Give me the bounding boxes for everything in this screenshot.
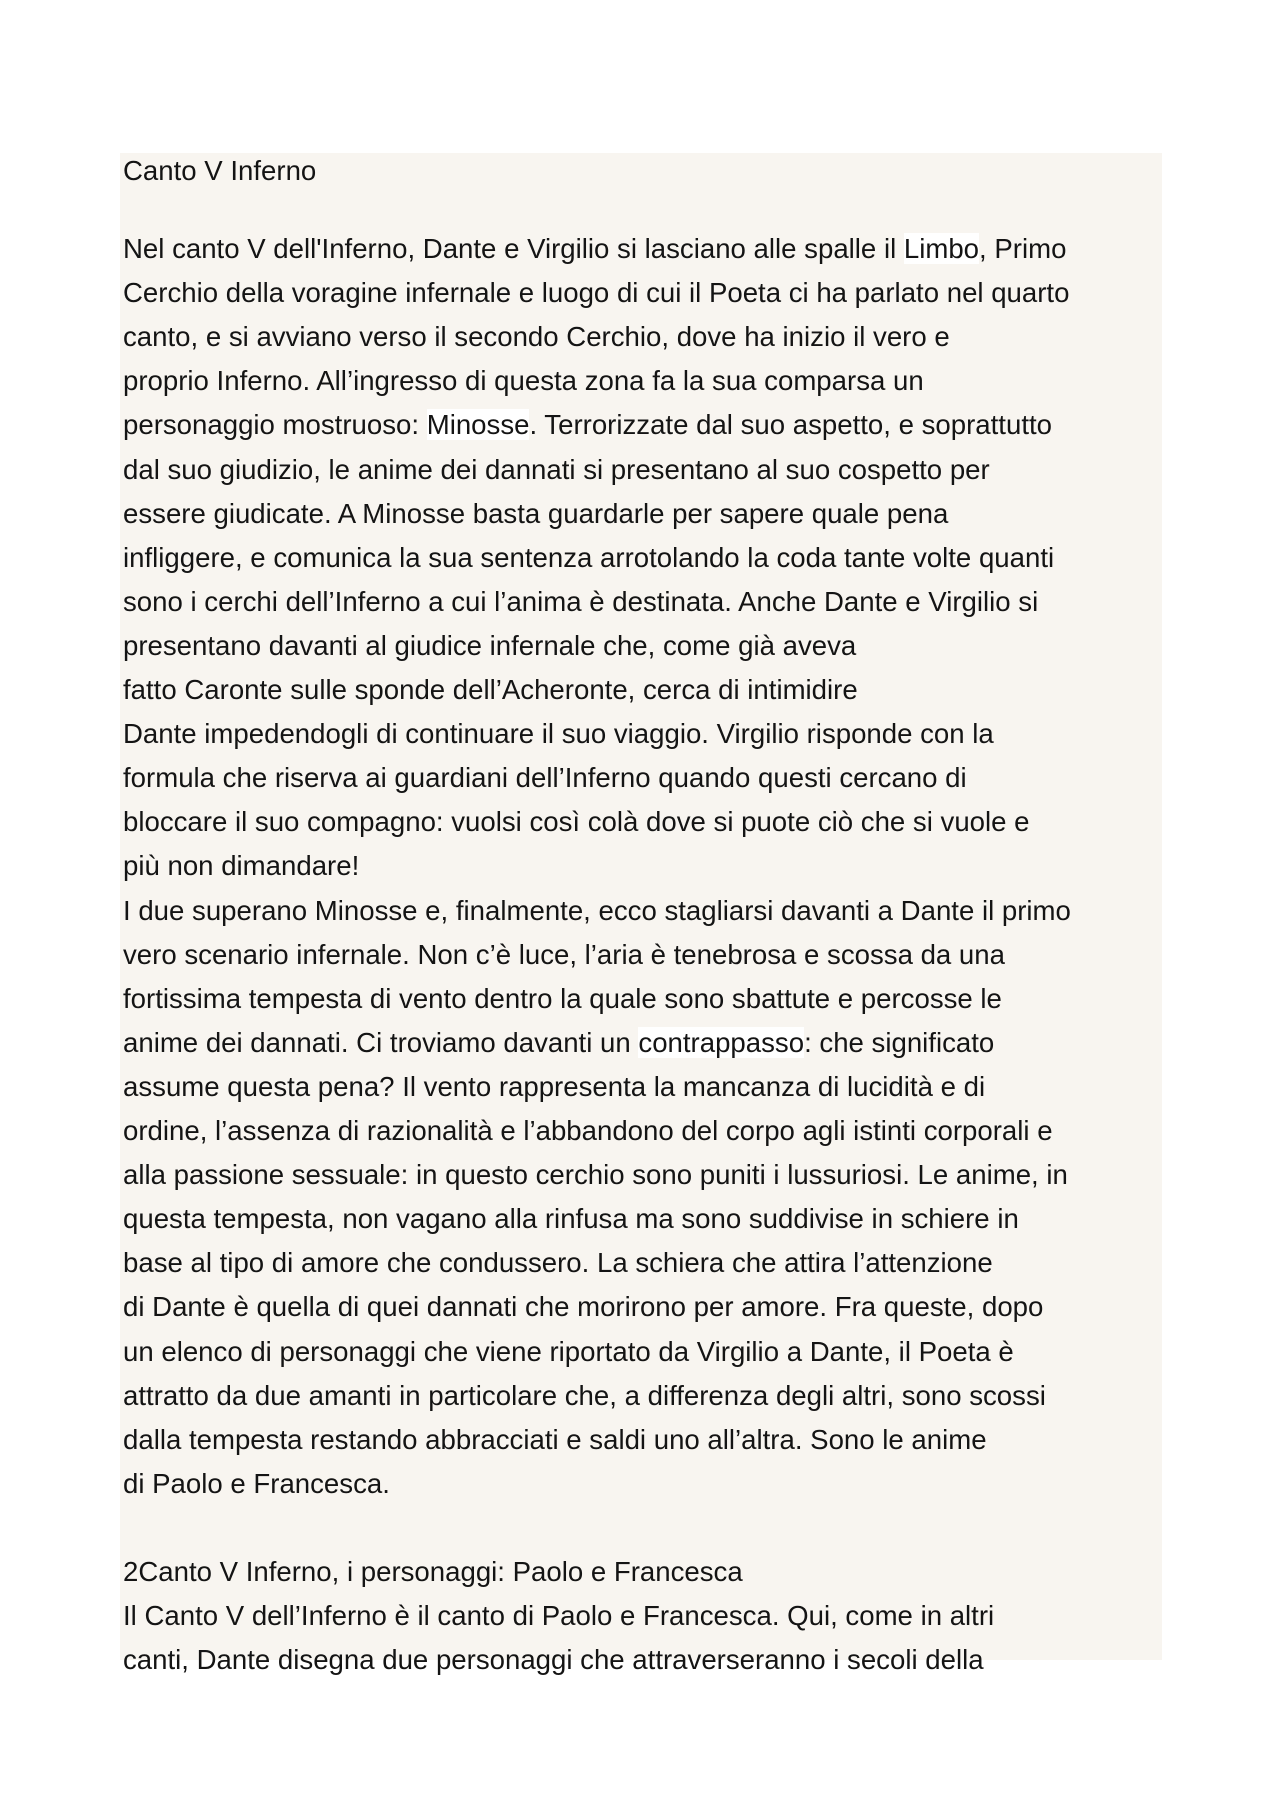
text-line	[123, 1418, 987, 1462]
text-segment: I due superano Minosse e, finalmente, ecco stagliarsi davanti a Dante il primo	[123, 894, 1071, 926]
text-segment: proprio Inferno. All’ingresso di questa zona fa la sua comparsa un	[123, 365, 924, 397]
text-line	[123, 271, 1069, 315]
text-segment: Nel canto V dell'Inferno, Dante e Virgilio si lasciano alle spalle il	[123, 233, 904, 264]
text-segment: infliggere, e comunica la sua sentenza arrotolando la coda tante volte quanti	[123, 541, 1055, 573]
text-line	[123, 1021, 994, 1065]
text-line	[123, 1153, 1068, 1197]
text-segment: presentano davanti al giudice infernale che, come già aveva	[123, 629, 857, 661]
text-line	[123, 536, 1054, 580]
text-segment: . Terrorizzate dal suo aspetto, e soprattutto	[529, 409, 1052, 441]
text-segment: canti, Dante disegna due personaggi che attraverseranno i secoli della	[123, 1644, 984, 1676]
text-line	[123, 624, 856, 668]
text-segment: essere giudicate. A Minosse basta guardarle per sapere quale pena	[123, 497, 949, 529]
document-title: Canto V Inferno	[123, 155, 317, 186]
text-line	[123, 977, 1002, 1021]
text-line	[123, 1065, 985, 1109]
text-segment: canto, e si avviano verso il secondo Cerchio, dove ha inizio il vero e	[123, 321, 950, 353]
text-line	[123, 1462, 390, 1506]
highlighted-term: Minosse	[426, 409, 530, 441]
text-segment: assume questa pena? Il vento rappresenta la mancanza di lucidità e di	[123, 1070, 986, 1102]
text-line	[123, 844, 359, 888]
text-segment: dalla tempesta restando abbracciati e saldi uno all’altra. Sono le anime	[123, 1423, 987, 1455]
text-segment: dal suo giudizio, le anime dei dannati si presentano al suo cospetto per	[123, 453, 990, 485]
text-line	[123, 1197, 1019, 1241]
text-segment: , Primo	[979, 233, 1067, 264]
text-segment: Dante impedendogli di continuare il suo viaggio. Virgilio risponde con la	[123, 718, 994, 750]
text-line	[123, 800, 1030, 844]
text-segment: fortissima tempesta di vento dentro la quale sono sbattute e percosse le	[123, 982, 1002, 1014]
text-segment: personaggio mostruoso:	[123, 409, 427, 441]
text-line	[123, 1241, 993, 1285]
highlighted-term: contrappasso	[638, 1026, 805, 1058]
text-segment: di Dante è quella di quei dannati che morirono per amore. Fra queste, dopo	[123, 1291, 1044, 1323]
text-segment: ordine, l’assenza di razionalità e l’abbandono del corpo agli istinti corporali e	[123, 1115, 1053, 1146]
text-line	[123, 1109, 1053, 1153]
text-line	[123, 933, 1005, 977]
highlighted-term: Limbo	[903, 233, 980, 264]
text-line	[123, 580, 1038, 624]
text-segment: fatto Caronte sulle sponde dell’Acheronte, cerca di intimidire	[123, 674, 858, 705]
text-segment: alla passione sessuale: in questo cerchio sono puniti i lussuriosi. Le anime, in	[123, 1159, 1068, 1191]
text-line	[123, 1374, 1046, 1418]
text-segment: bloccare il suo compagno: vuolsi così colà dove si puote ciò che si vuole e	[123, 806, 1030, 838]
text-line	[123, 227, 1066, 271]
text-segment: di Paolo e Francesca.	[123, 1467, 390, 1499]
text-segment: Cerchio della voragine infernale e luogo di cui il Poeta ci ha parlato nel quarto	[123, 277, 1070, 309]
text-line	[123, 448, 990, 492]
text-line	[123, 492, 948, 536]
text-segment: vero scenario infernale. Non c’è luce, l’aria è tenebrosa e scossa da una	[123, 938, 1005, 970]
text-line	[123, 1638, 984, 1682]
text-line	[123, 315, 950, 359]
text-segment: attratto da due amanti in particolare che, a differenza degli altri, sono scossi	[123, 1379, 1046, 1411]
text-segment: più non dimandare!	[123, 850, 360, 882]
text-line	[123, 1285, 1043, 1329]
text-segment: : che significato	[804, 1026, 995, 1058]
text-line	[123, 1330, 1014, 1374]
text-segment: anime dei dannati. Ci troviamo davanti un	[123, 1026, 639, 1058]
text-segment: Il Canto V dell’Inferno è il canto di Paolo e Francesca. Qui, come in altri	[123, 1600, 995, 1632]
text-segment: sono i cerchi dell’Inferno a cui l’anima è destinata. Anche Dante e Virgilio si	[123, 585, 1039, 617]
text-line	[123, 1594, 994, 1638]
text-line	[123, 359, 924, 403]
text-segment: questa tempesta, non vagano alla rinfusa ma sono suddivise in schiere in	[123, 1203, 1019, 1235]
section-2-heading: 2Canto V Inferno, i personaggi: Paolo e Francesca	[123, 1556, 743, 1587]
text-line	[123, 403, 1052, 447]
text-segment: base al tipo di amore che condussero. La schiera che attira l’attenzione	[123, 1247, 993, 1279]
text-line	[123, 756, 967, 800]
text-segment: formula che riserva ai guardiani dell’Inferno quando questi cercano di	[123, 762, 967, 794]
text-line	[123, 712, 994, 756]
text-line	[123, 889, 1071, 933]
text-segment: un elenco di personaggi che viene riportato da Virgilio a Dante, il Poeta è	[123, 1335, 1014, 1367]
text-line	[123, 668, 858, 712]
